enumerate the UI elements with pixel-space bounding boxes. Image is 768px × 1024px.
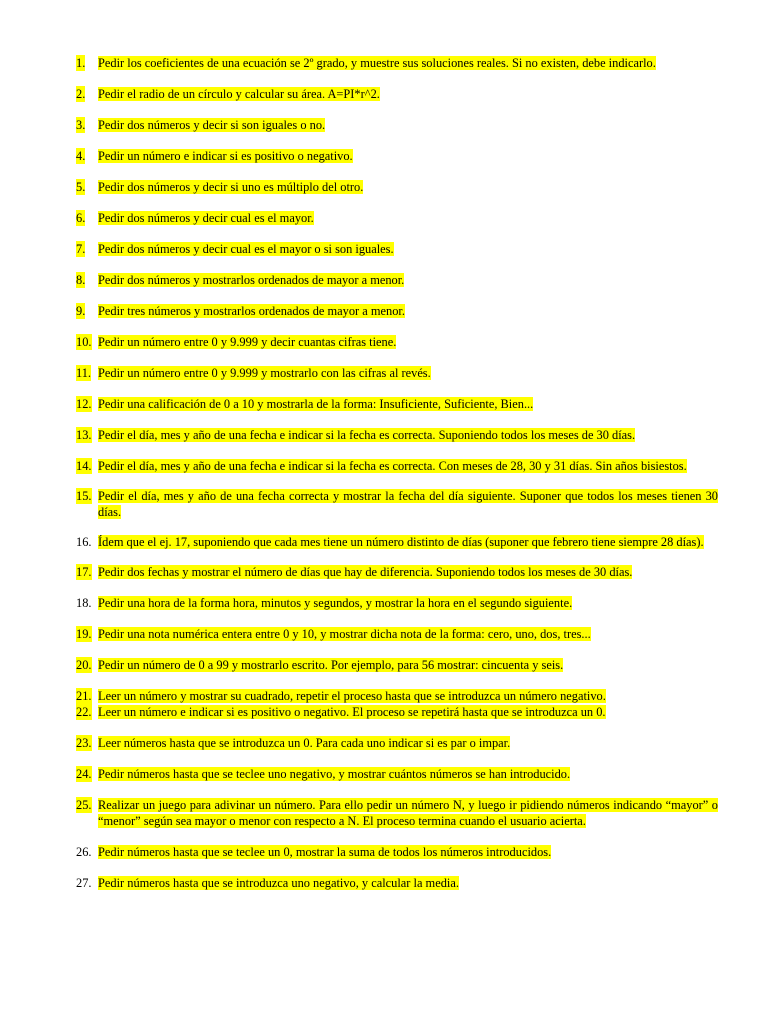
list-item bbox=[76, 458, 718, 474]
item-text: Pedir un número entre 0 y 9.999 y decir cuantas cifras tiene. bbox=[98, 335, 397, 349]
item-number: 12. bbox=[76, 397, 92, 411]
list-item bbox=[76, 657, 718, 673]
item-text: Pedir el día, mes y año de una fecha correcta y mostrar la fecha del día siguiente. Suponer que todos los meses tienen 30 días. bbox=[98, 489, 718, 519]
item-number: 14. bbox=[76, 459, 92, 473]
item-text: Pedir un número de 0 a 99 y mostrarlo escrito. Por ejemplo, para 56 mostrar: cincuenta y seis. bbox=[98, 658, 564, 672]
item-number: 18. bbox=[76, 596, 92, 610]
item-number: 24. bbox=[76, 767, 92, 781]
list-item bbox=[76, 704, 718, 720]
item-number: 11. bbox=[76, 366, 92, 380]
item-text: Pedir una calificación de 0 a 10 y mostrarla de la forma: Insuficiente, Suficiente, Bien... bbox=[98, 397, 534, 411]
list-item bbox=[76, 564, 718, 580]
item-text: Pedir números hasta que se teclee uno negativo, y mostrar cuántos números se han introducido. bbox=[98, 767, 571, 781]
list-item bbox=[76, 303, 718, 319]
item-text: Pedir un número e indicar si es positivo o negativo. bbox=[98, 149, 353, 163]
list-item bbox=[76, 688, 718, 704]
item-number: 19. bbox=[76, 627, 92, 641]
list-item bbox=[76, 797, 718, 829]
item-text: Leer números hasta que se introduzca un 0. Para cada uno indicar si es par o impar. bbox=[98, 736, 511, 750]
item-number: 20. bbox=[76, 658, 92, 672]
item-text: Pedir dos fechas y mostrar el número de días que hay de diferencia. Suponiendo todos los meses de 30 días. bbox=[98, 565, 633, 579]
list-item bbox=[76, 365, 718, 381]
item-number: 5. bbox=[76, 180, 86, 194]
item-number: 15. bbox=[76, 489, 92, 503]
list-item bbox=[76, 626, 718, 642]
list-item bbox=[76, 334, 718, 350]
item-text: Pedir el radio de un círculo y calcular su área. A=PI*r^2. bbox=[98, 87, 380, 101]
item-number: 1. bbox=[76, 56, 86, 70]
item-text: Pedir dos números y mostrarlos ordenados de mayor a menor. bbox=[98, 273, 405, 287]
item-number: 16. bbox=[76, 535, 92, 549]
list-item bbox=[76, 875, 718, 891]
list-item bbox=[76, 595, 718, 611]
item-text: Pedir los coeficientes de una ecuación se 2º grado, y muestre sus soluciones reales. Si no existen, debe indicarlo. bbox=[98, 56, 656, 70]
item-text: Pedir dos números y decir si uno es múltiplo del otro. bbox=[98, 180, 364, 194]
list-item bbox=[76, 55, 718, 71]
item-text: Pedir dos números y decir cual es el mayor o si son iguales. bbox=[98, 242, 394, 256]
item-text: Leer un número e indicar si es positivo o negativo. El proceso se repetirá hasta que se introduzca un 0. bbox=[98, 705, 606, 719]
item-number: 9. bbox=[76, 304, 86, 318]
list-item bbox=[76, 427, 718, 443]
item-number: 23. bbox=[76, 736, 92, 750]
item-number: 6. bbox=[76, 211, 86, 225]
item-text: Ídem que el ej. 17, suponiendo que cada mes tiene un número distinto de días (suponer que febrero tiene siempre 28 días). bbox=[98, 535, 704, 549]
item-text: Pedir números hasta que se teclee un 0, mostrar la suma de todos los números introducidos. bbox=[98, 845, 552, 859]
item-text: Pedir el día, mes y año de una fecha e indicar si la fecha es correcta. Suponiendo todos los meses de 30 días. bbox=[98, 428, 636, 442]
item-number: 17. bbox=[76, 565, 92, 579]
list-item bbox=[76, 735, 718, 751]
item-text: Pedir una nota numérica entera entre 0 y 10, y mostrar dicha nota de la forma: cero, uno, dos, tres... bbox=[98, 627, 591, 641]
item-number: 22. bbox=[76, 705, 92, 719]
list-item bbox=[76, 272, 718, 288]
list-item bbox=[76, 210, 718, 226]
item-text: Pedir un número entre 0 y 9.999 y mostrarlo con las cifras al revés. bbox=[98, 366, 431, 380]
item-number: 26. bbox=[76, 845, 92, 859]
item-number: 25. bbox=[76, 798, 92, 812]
list-item bbox=[76, 534, 718, 550]
item-number: 21. bbox=[76, 689, 92, 703]
item-text: Leer un número y mostrar su cuadrado, repetir el proceso hasta que se introduzca un número negativo. bbox=[98, 689, 606, 703]
item-number: 13. bbox=[76, 428, 92, 442]
item-text: Realizar un juego para adivinar un número. Para ello pedir un número N, y luego ir pidiendo números indicando “mayor” o “menor” según sea mayor o menor con respecto a N. El proceso termina cuando el usuario acierta. bbox=[98, 798, 718, 828]
item-text: Pedir dos números y decir si son iguales o no. bbox=[98, 118, 326, 132]
item-number: 4. bbox=[76, 149, 86, 163]
item-text: Pedir el día, mes y año de una fecha e indicar si la fecha es correcta. Con meses de 28, 30 y 31 días. Sin años bisiestos. bbox=[98, 459, 687, 473]
list-item bbox=[76, 241, 718, 257]
list-item bbox=[76, 86, 718, 102]
item-number: 7. bbox=[76, 242, 86, 256]
item-number: 2. bbox=[76, 87, 86, 101]
list-item bbox=[76, 396, 718, 412]
item-number: 27. bbox=[76, 876, 92, 890]
item-text: Pedir números hasta que se introduzca uno negativo, y calcular la media. bbox=[98, 876, 459, 890]
list-item bbox=[76, 117, 718, 133]
list-item bbox=[76, 766, 718, 782]
item-number: 8. bbox=[76, 273, 86, 287]
list-item bbox=[76, 148, 718, 164]
list-item bbox=[76, 488, 718, 520]
item-number: 3. bbox=[76, 118, 86, 132]
item-text: Pedir tres números y mostrarlos ordenados de mayor a menor. bbox=[98, 304, 405, 318]
item-text: Pedir dos números y decir cual es el mayor. bbox=[98, 211, 314, 225]
item-number: 10. bbox=[76, 335, 92, 349]
item-text: Pedir una hora de la forma hora, minutos y segundos, y mostrar la hora en el segundo siguiente. bbox=[98, 596, 573, 610]
list-item bbox=[76, 179, 718, 195]
list-item bbox=[76, 844, 718, 860]
